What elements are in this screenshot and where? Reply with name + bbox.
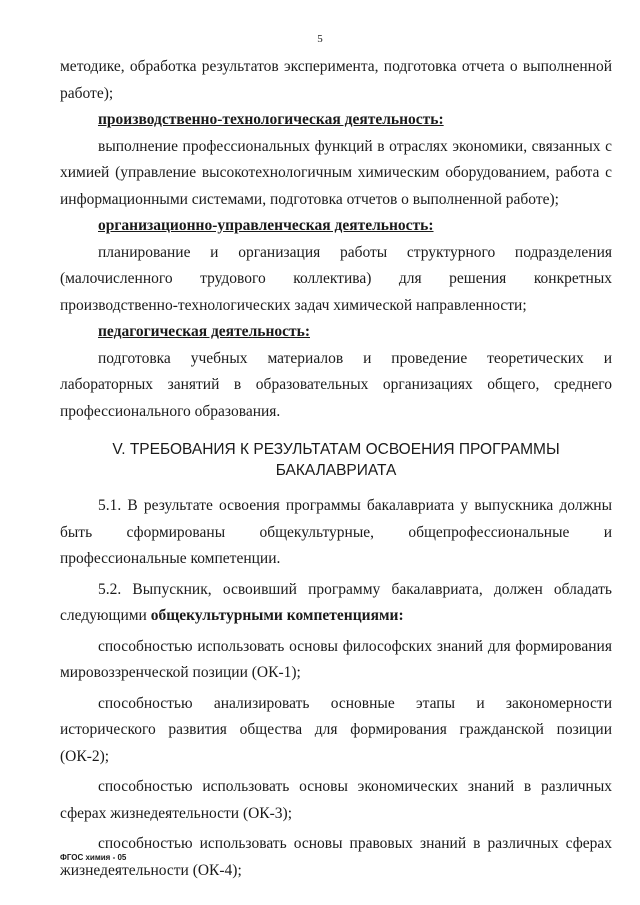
- competency-ok4: способностью использовать основы правовых знаний в различных сферах жизнедеятельности (ОК-4);: [60, 835, 612, 879]
- document-body: [60, 54, 612, 884]
- competency-ok3: способностью использовать основы экономических знаний в различных сферах жизнедеятельности (ОК-3);: [60, 778, 612, 822]
- activity-type-heading: производственно-технологическая деятельность:: [98, 111, 444, 128]
- paragraph-5-1: 5.1. В результате освоения программы бакалавриата у выпускника должны быть сформированы общекультурные, общепрофессиональные и профессиональные компетенции.: [60, 497, 612, 567]
- paragraph: выполнение профессиональных функций в отраслях экономики, связанных с химией (управление высокотехнологичным химическим оборудованием, работа с информационными системами, подготовка отчетов о выполненной работе);: [60, 137, 612, 208]
- document-footer: ФГОС химия - 05: [60, 853, 127, 862]
- section-heading-line2: БАКАЛАВРИАТА: [275, 462, 397, 479]
- section-heading-line1: V. ТРЕБОВАНИЯ К РЕЗУЛЬТАТАМ ОСВОЕНИЯ ПРОГРАММЫ: [112, 441, 560, 458]
- competency-ok2: способностью анализировать основные этапы и закономерности исторического развития общества для формирования гражданской позиции (ОК-2);: [60, 694, 612, 765]
- paragraph-continuation: методике, обработка результатов эксперимента, подготовка отчета о выполненной работе);: [60, 58, 612, 102]
- paragraph-5-2-text: 5.2. Выпускник, освоивший программу бакалавриата, должен обладать следующими: [60, 580, 612, 624]
- paragraph: планирование и организация работы структурного подразделения (малочисленного трудового коллектива) для решения конкретных производственно-технологических задач химической направленности;: [60, 243, 612, 314]
- paragraph: подготовка учебных материалов и проведение теоретических и лабораторных занятий в образовательных организациях общего, среднего профессионального образования.: [60, 349, 612, 420]
- section-heading: [60, 439, 612, 481]
- competency-ok1: способностью использовать основы философских знаний для формирования мировоззренческой позиции (ОК-1);: [60, 637, 612, 681]
- competency-group-label: общекультурными компетенциями:: [150, 607, 404, 624]
- activity-type-heading: педагогическая деятельность:: [98, 323, 310, 340]
- paragraph-5-2: [60, 577, 612, 630]
- activity-type-heading: организационно-управленческая деятельность:: [98, 217, 434, 234]
- page-number: 5: [317, 33, 323, 45]
